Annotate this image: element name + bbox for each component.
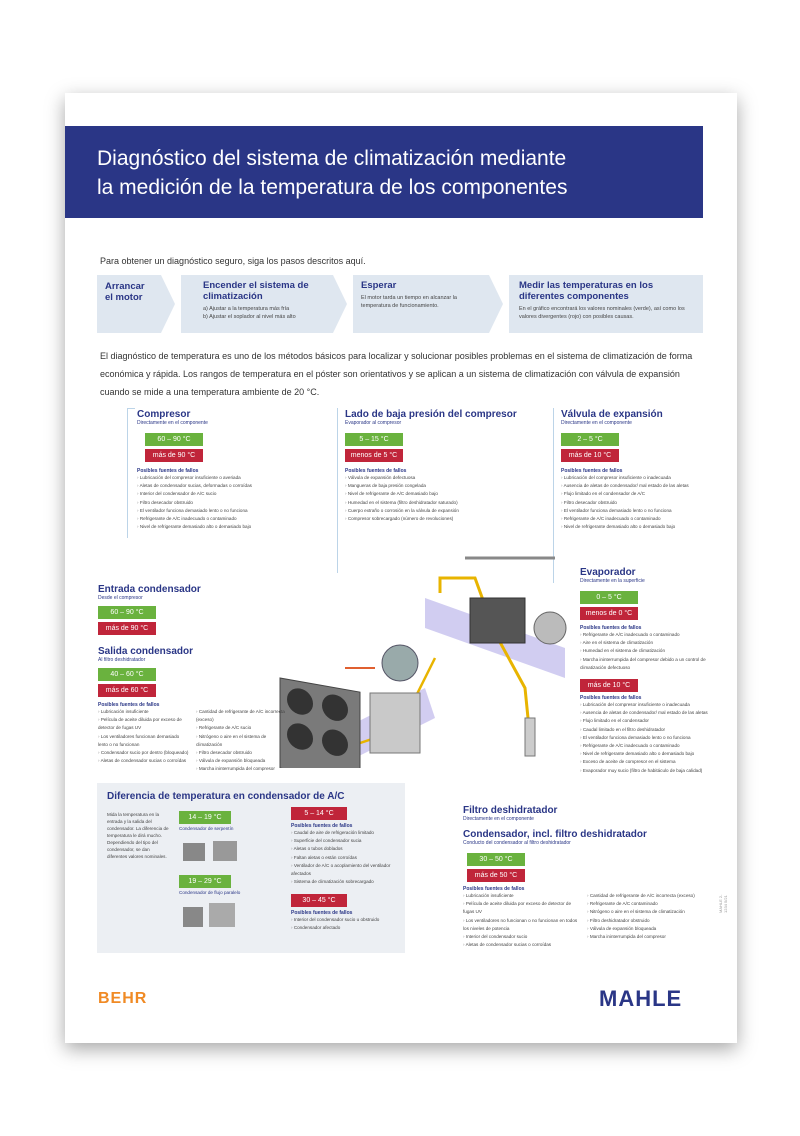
serpentin-condenser-icon [181,835,241,870]
cause-item: › Marcha ininterrumpida del compresor [587,933,711,941]
cause-item: › Nitrógeno o aire en el sistema de climatización [587,908,711,916]
cause-item: › Nivel de refrigerante demasiado alto o demasiado bajo [580,750,720,758]
cause-item: › Película de aceite diluida por exceso de detector de fugas UV [463,900,581,916]
causes-list [98,708,190,774]
salida-condensador-section: Salida condensador Al filtro deshidratador 40 – 60 °C más de 60 °C Posibles fuentes de fallos › Lubricación insuficiente › Película de aceite diluida por exceso de detector de fugas UV › Los ventiladores funcionan demasiado lento o no funcionan › Condensador sucio por dentro (bloqueado) › Aletas de condensador sucias o corroídas › Cantidad de refrigerante de A/C incorrecta (exceso) › Refrigerante de A/C sucio › Nitrógeno o aire en el sistema de climatización › Filtro desecador obstruido › Válvula de expansión bloqueada › Marcha ininterrumpida del compresor [98,646,298,663]
cause-item: › Flujo limitado en el condensador de A/C [561,490,731,498]
diferencia-box: Diferencia de temperatura en condensador de A/C Mida la temperatura en la entrada y la salida del condensador. La diferencia de temperatura le dirá mucho. Dependiendo del tipo del condensador, se dan diferentes valores nominales. 14 – 19 °C Condensador de serpentín 19 – 29 °C Condensador de flujo paralelo 5 – 14 °C Posibles fuentes de fallos › Caudal de aire de refrigeración limitado › Superficie del condensador sucia › Aletas o tubos doblados › Faltan aletas o están corroídas › Ventilador de A/C o acoplamiento del ventilador afectados › Sistema de climatización sobrecargado 30 – 45 °C Posibles fuentes de fallos › Interior del condensador sucio u obstruido › Condensador afectado [97,783,405,953]
temp-fail-badge: más de 90 °C [145,449,203,462]
cause-item: › Aletas de condensador sucias, deformadas o corroídas [137,482,337,490]
condensador-section: Condensador, incl. filtro deshidratador Conducto del condensador al filtro deshidratador 30 – 50 °C más de 50 °C Posibles fuentes de fallos › Lubricación insuficiente › Película de aceite diluida por exceso de detector de fugas UV › Los ventiladores no funcionan o no funcionan en todos los niveles de potencia › Interior del condensador sucio › Aletas de condensador sucias o corroídas › Cantidad de refrigerante de A/C incorrecta (exceso) › Refrigerante de A/C contaminado › Nitrógeno o aire en el sistema de climatización › Filtro deshidratador obstruido › Válvula de expansión bloqueada › Marcha ininterrumpida del compresor [463,829,713,846]
cause-item: › Faltan aletas o están corroídas [291,854,401,862]
cause-item: › Filtro desecador obstruido [196,749,288,757]
cause-item: › Interior del condensador de A/C sucio [137,490,337,498]
evaporator-shape [470,598,525,643]
cause-item: › Ausencia de aletas de condensador/ mal estado de las aletas [561,482,731,490]
cause-item: › Marcha ininterrumpida del compresor [196,765,288,773]
cause-item: › Condensador sucio por dentro (bloqueado) [98,749,190,757]
step-arrow [333,275,347,333]
causes-list [291,829,401,886]
cause-item: › Cantidad de refrigerante de A/C incorrecta (exceso) [587,892,711,900]
connector-line [127,408,128,538]
cause-item: › Filtro desecador obstruido [561,499,731,507]
cause-item: › Sistema de climatización sobrecargado [291,878,401,886]
causes-list [580,701,720,775]
cause-item: › Los ventiladores no funcionan o no funcionan en todos los niveles de potencia [463,917,581,933]
page-title: Diagnóstico del sistema de climatización mediante la medición de la temperatura de los componentes [97,147,568,199]
entrada-condensador-section: Entrada condensador Desde el compresor 60 – 90 °C más de 90 °C [98,584,238,601]
cause-item: › Marcha ininterrumpida del compresor debido a un control de climatización defectuoso [580,656,720,672]
cause-item: › Ausencia de aletas de condensador/ mal estado de las aletas [580,709,720,717]
cause-item: › Filtro desecador obstruido [137,499,337,507]
cause-item: › Refrigerante de A/C inadecuado o contaminado [580,631,720,639]
cause-item: › Refrigerante de A/C inadecuado o contaminado [561,515,731,523]
print-code: MAHLE 2-1234 5/21 [718,894,728,913]
temp-ok-badge: 5 – 15 °C [345,433,403,446]
causes-list [345,474,545,523]
temp-fail-badge: más de 10 °C [580,679,638,692]
description-paragraph: El diagnóstico de temperatura es uno de los métodos básicos para localizar y solucionar posibles problemas en el sistema de climatización de forma económica y rápida. Los rangos de temperatura en el póster son orientativos y se aplican a un sistema de climatización con válvula de expansión cuando se mide a una temperatura ambiente de 20 °C. [100,351,693,397]
cause-item: › Válvula de expansión bloqueada [196,757,288,765]
step-4: Medir las temperaturas en los diferentes componentes En el gráfico encontrará los valores nominales (verde), así como los valores divergentes (rojo) con posibles causas. [509,275,703,333]
cause-item: › El ventilador funciona demasiado lento o no funciona [561,507,731,515]
blower-shape [534,612,566,644]
connector-line [127,408,135,409]
valvula-section: Válvula de expansión Directamente en el componente 2 – 5 °C más de 10 °C Posibles fuentes de fallos › Lubricación del compresor insuficiente o inadecuada › Ausencia de aletas de condensador/ mal estado de las aletas › Flujo limitado en el condensador de A/C › Filtro desecador obstruido › El ventilador funciona demasiado lento o no funciona › Refrigerante de A/C inadecuado o contaminado › Nivel de refrigerante demasiado alto o demasiado bajo [561,409,731,426]
cause-item: › Exceso de aceite de compresor en el sistema [580,758,720,766]
cause-item: › Evaporador muy sucio (filtro de habitáculo de baja calidad) [580,767,720,775]
flujo-paralelo-condenser-icon [181,899,241,934]
mahle-logo: MAHLE [599,986,683,1011]
cause-item: › Caudal de aire de refrigeración limitado [291,829,401,837]
cause-item: › Refrigerante de A/C inadecuado o contaminado [580,742,720,750]
cause-item: › Cantidad de refrigerante de A/C incorrecta (exceso) [196,708,288,724]
cause-item: › Película de aceite diluida por exceso de detector de fugas UV [98,716,190,732]
temp-fail-badge: más de 50 °C [467,869,525,882]
cause-item: › Ventilador de A/C o acoplamiento del ventilador afectados [291,862,401,878]
cause-item: › Nitrógeno o aire en el sistema de climatización [196,733,288,749]
temp-ok-badge: 60 – 90 °C [145,433,203,446]
step-2: Encender el sistema de climatización a) Ajustar a la temperatura más fría b) Ajustar el soplador al nivel más alto [181,275,333,333]
cause-item: › Aire en el sistema de climatización [580,639,720,647]
temp-ok-badge: 2 – 5 °C [561,433,619,446]
temp-fail-badge: 5 – 14 °C [291,807,347,820]
cause-item: › Lubricación del compresor insuficiente o inadecuada [561,474,731,482]
causes-list [587,892,711,949]
filter-drier-shape [525,718,535,756]
cause-item: › Lubricación del compresor insuficiente o averiada [137,474,337,482]
temp-ok-badge: 0 – 5 °C [580,591,638,604]
causes-list [137,474,337,531]
intro-text: Para obtener un diagnóstico seguro, siga los pasos descritos aquí. [100,256,366,266]
cause-item: › Filtro deshidratador obstruido [587,917,711,925]
step-arrow [489,275,503,333]
header-banner [65,126,703,218]
compresor-section: Compresor Directamente en el componente 60 – 90 °C más de 90 °C Posibles fuentes de fallos › Lubricación del compresor insuficiente o averiada › Aletas de condensador sucias, deformadas o corroídas › Interior del condensador de A/C sucio › Filtro desecador obstruido › El ventilador funciona demasiado lento o no funciona › Refrigerante de A/C inadecuado o contaminado › Nivel de refrigerante demasiado alto o demasiado bajo [137,409,337,426]
cause-item: › Compresor sobrecargado (número de revoluciones) [345,515,545,523]
cause-item: › Humedad en el sistema (filtro deshidratador saturado) [345,499,545,507]
causes-list [580,631,720,672]
cause-item: › Válvula de expansión bloqueada [587,925,711,933]
step-arrow [161,275,175,333]
temp-fail-badge: más de 90 °C [98,622,156,635]
filtro-section: Filtro deshidratador Directamente en el componente [463,805,558,822]
baja-presion-section: Lado de baja presión del compresor Evaporador al compresor 5 – 15 °C menos de 5 °C Posibles fuentes de fallos › Válvula de expansión defectuosa › Mangueras de baja presión congelada › Nivel de refrigerante de A/C demasiado bajo › Humedad en el sistema (filtro deshidratador saturado) › Cuerpo extraño o corrosión en la válvula de expansión › Compresor sobrecargado (número de revoluciones) [345,409,545,426]
step-1: Arrancar el motor [97,275,161,333]
cause-item: › Condensador afectado [291,924,401,932]
temp-ok-badge: 19 – 29 °C [179,875,231,888]
cause-item: › Aletas de condensador sucias o corroídas [463,941,581,949]
step-3: Esperar El motor tarda un tiempo en alcanzar la temperatura de funcionamiento. [353,275,489,333]
cause-item: › Mangueras de baja presión congelada [345,482,545,490]
causes-list [196,708,288,774]
cause-item: › El ventilador funciona demasiado lento o no funciona [137,507,337,515]
temp-fail-badge: más de 60 °C [98,684,156,697]
temp-fail-badge: menos de 5 °C [345,449,403,462]
cause-item: › Válvula de expansión defectuosa [345,474,545,482]
temp-ok-badge: 60 – 90 °C [98,606,156,619]
poster [65,93,737,1043]
cause-item: › Aletas o tubos doblados [291,845,401,853]
evaporador-section: Evaporador Directamente en la superficie 0 – 5 °C menos de 0 °C Posibles fuentes de fallos › Refrigerante de A/C inadecuado o contaminado › Aire en el sistema de climatización › Humedad en el sistema de climatización › Marcha ininterrumpida del compresor debido a un control de climatización defectuoso más de 10 °C Posibles fuentes de fallos › Lubricación del compresor insuficiente o inadecuada › Ausencia de aletas de condensador/ mal estado de las aletas › Flujo limitado en el condensador › Caudal limitado en el filtro deshidratador › El ventilador funciona demasiado lento o no funciona › Refrigerante de A/C inadecuado o contaminado › Nivel de refrigerante demasiado alto o demasiado bajo › Exceso de aceite de compresor en el sistema › Evaporador muy sucio (filtro de habitáculo de baja calidad) [580,567,720,584]
behr-logo: BEHR [98,990,148,1007]
cause-item: › Nivel de refrigerante de A/C demasiado bajo [345,490,545,498]
temp-ok-badge: 40 – 60 °C [98,668,156,681]
cause-item: › Aletas de condensador sucias o corroídas [98,757,190,765]
cause-item: › Superficie del condensador sucia [291,837,401,845]
radiator-shape [370,693,420,753]
compressor-shape [382,645,418,681]
cause-item: › Lubricación insuficiente [98,708,190,716]
temp-fail-badge: más de 10 °C [561,449,619,462]
cause-item: › Cuerpo extraño o corrosión en la válvula de expansión [345,507,545,515]
cause-item: › Interior del condensador sucio [463,933,581,941]
cause-item: › Humedad en el sistema de climatización [580,647,720,655]
causes-list [561,474,731,531]
cause-item: › Los ventiladores funcionan demasiado lento o no funcionan [98,733,190,749]
temp-ok-badge: 30 – 50 °C [467,853,525,866]
cause-item: › El ventilador funciona demasiado lento o no funciona [580,734,720,742]
cause-item: › Refrigerante de A/C sucio [196,724,288,732]
cause-item: › Caudal limitado en el filtro deshidratador [580,726,720,734]
cause-item: › Refrigerante de A/C contaminado [587,900,711,908]
temp-fail-badge: 30 – 45 °C [291,894,347,907]
cause-item: › Nivel de refrigerante demasiado alto o demasiado bajo [137,523,337,531]
cause-item: › Nivel de refrigerante demasiado alto o demasiado bajo [561,523,731,531]
temp-ok-badge: 14 – 19 °C [179,811,231,824]
cause-item: › Flujo limitado en el condensador [580,717,720,725]
cause-item: › Interior del condensador sucio u obstruido [291,916,401,924]
cause-item: › Lubricación insuficiente [463,892,581,900]
causes-list [463,892,581,949]
temp-fail-badge: menos de 0 °C [580,607,638,620]
cause-item: › Lubricación del compresor insuficiente o inadecuada [580,701,720,709]
cause-item: › Refrigerante de A/C inadecuado o contaminado [137,515,337,523]
causes-list [291,916,401,932]
